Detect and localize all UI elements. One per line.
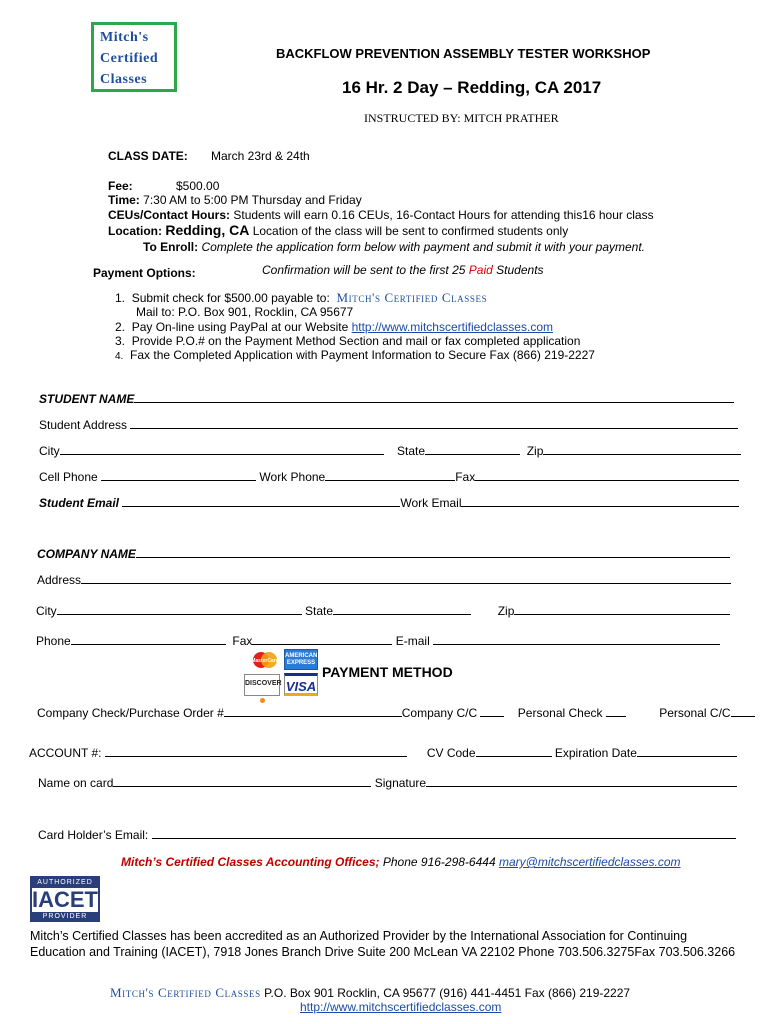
accounting-name: Mitch’s Certified Classes Accounting Offices; — [121, 855, 380, 869]
option-2-number: 2. — [115, 320, 126, 334]
student-address-field[interactable] — [130, 417, 738, 429]
logo-line-1: Mitch's — [100, 30, 149, 45]
name-on-card-field[interactable] — [113, 775, 371, 787]
payment-option-2 — [115, 320, 553, 334]
option-1-number: 1. — [115, 291, 126, 305]
option-1-mail: Mail to: P.O. Box 901, Rocklin, CA 95677 — [136, 305, 354, 319]
personal-check-field[interactable] — [606, 705, 626, 717]
location-label: Location: — [108, 224, 162, 238]
confirmation-pre: Confirmation will be sent to the first 25 — [262, 263, 466, 277]
location-line — [108, 222, 568, 238]
student-city-row — [39, 443, 741, 458]
company-city-field[interactable] — [57, 603, 302, 615]
time-value: 7:30 AM to 5:00 PM Thursday and Friday — [143, 193, 362, 207]
enroll-value: Complete the application form below with payment and submit it with your payment. — [201, 240, 646, 254]
company-city-row — [36, 603, 730, 618]
iacet-logo — [30, 876, 100, 922]
ceu-value: Students will earn 0.16 CEUs, 16-Contact Hours for attending this16 hour class — [233, 208, 654, 222]
student-phone-row — [39, 469, 739, 484]
footer-website-line — [300, 1000, 501, 1014]
company-contact-row — [36, 633, 720, 648]
company-address-label: Address — [37, 573, 82, 587]
workshop-title: BACKFLOW PREVENTION ASSEMBLY TESTER WORKSHOP — [276, 46, 651, 61]
card-holder-email-label: Card Holder’s Email: — [38, 828, 149, 842]
company-city-label: City — [36, 604, 57, 618]
student-name-row — [39, 391, 734, 406]
amex-icon — [284, 649, 318, 670]
discover-text: DISCOVER — [245, 680, 282, 687]
company-check-label: Company Check/Purchase Order # — [37, 706, 224, 720]
fee-label: Fee: — [108, 179, 133, 193]
expiration-field[interactable] — [637, 745, 737, 757]
cell-phone-field[interactable] — [101, 469, 256, 481]
fee-value: $500.00 — [176, 179, 220, 193]
confirmation-note — [262, 263, 544, 277]
class-date-value: March 23rd & 24th — [211, 149, 310, 163]
company-address-row — [37, 572, 731, 587]
student-address-row — [39, 417, 738, 432]
card-holder-email-field[interactable] — [152, 827, 736, 839]
signature-field[interactable] — [426, 775, 737, 787]
logo-line-3: Classes — [100, 72, 148, 87]
iacet-mid-text: IACET — [32, 887, 98, 912]
company-zip-label: Zip — [497, 604, 515, 618]
company-fax-field[interactable] — [252, 633, 392, 645]
company-state-label: State — [305, 604, 334, 618]
student-name-field[interactable] — [134, 391, 734, 403]
location-city: Redding, CA — [165, 222, 250, 238]
workshop-subtitle: 16 Hr. 2 Day – Redding, CA 2017 — [342, 78, 602, 97]
personal-cc-label: Personal C/C — [659, 706, 731, 720]
card-holder-email-row — [38, 827, 736, 842]
personal-cc-field[interactable] — [731, 705, 755, 717]
company-email-field[interactable] — [433, 633, 720, 645]
student-address-label: Student Address — [39, 418, 128, 432]
personal-check-label: Personal Check — [517, 706, 603, 720]
company-address-field[interactable] — [81, 572, 731, 584]
signature-label: Signature — [374, 776, 427, 790]
student-zip-label: Zip — [526, 444, 544, 458]
accounting-email-link[interactable]: mary@mitchscertifiedclasses.com — [498, 855, 681, 869]
company-name-field[interactable] — [136, 546, 730, 558]
name-on-card-label: Name on card — [38, 776, 114, 790]
option-4-text: Fax the Completed Application with Payment Information to Secure Fax (866) 219-2227 — [130, 348, 595, 362]
company-phone-field[interactable] — [71, 633, 226, 645]
confirmation-paid: Paid — [468, 263, 493, 277]
time-line — [108, 193, 362, 207]
ceu-line — [108, 208, 654, 222]
option-3-number: 3. — [115, 334, 126, 348]
class-date-label: CLASS DATE: — [108, 149, 188, 163]
payment-option-3 — [115, 334, 580, 348]
payment-options-label: Payment Options: — [93, 266, 196, 280]
student-zip-field[interactable] — [543, 443, 741, 455]
mastercard-icon — [250, 651, 280, 669]
company-name-row — [37, 546, 730, 561]
account-field[interactable] — [105, 745, 407, 757]
company-logo — [91, 22, 177, 92]
company-name-label: COMPANY NAME — [37, 547, 136, 561]
work-phone-field[interactable] — [325, 469, 455, 481]
company-cc-field[interactable] — [480, 705, 504, 717]
work-email-field[interactable] — [461, 495, 739, 507]
company-phone-label: Phone — [36, 634, 71, 648]
work-email-label: Work Email — [400, 496, 462, 510]
footer-address-line — [110, 985, 630, 1001]
card-name-row — [38, 775, 737, 790]
accreditation-line-1: Mitch’s Certified Classes has been accredited as an Authorized Provider by the International Association for Continuing — [30, 929, 688, 943]
student-city-field[interactable] — [60, 443, 384, 455]
student-state-field[interactable] — [425, 443, 520, 455]
discover-icon — [244, 674, 280, 696]
payment-option-1 — [115, 290, 487, 306]
company-zip-field[interactable] — [514, 603, 730, 615]
company-fax-label: Fax — [232, 634, 253, 648]
logo-line-2: Certified — [100, 51, 159, 66]
option-4-number: 4. — [115, 351, 124, 362]
option-2-text: Pay On-line using PayPal at our Website — [131, 320, 349, 334]
payment-option-4 — [115, 348, 595, 362]
accounting-line — [121, 855, 681, 869]
cv-code-field[interactable] — [476, 745, 552, 757]
student-city-label: City — [39, 444, 60, 458]
footer-website-link[interactable]: http://www.mitchscertifiedclasses.com — [300, 1000, 502, 1014]
ceu-label: CEUs/Contact Hours: — [108, 208, 231, 222]
accreditation-line-2: Education and Training (IACET), 7918 Jones Branch Drive Suite 200 McLean VA 22102 Phone 703.506.3275Fax 703.506.3266 — [30, 945, 736, 959]
student-email-label: Student Email — [39, 496, 120, 510]
student-fax-field[interactable] — [475, 469, 739, 481]
mastercard-text: MasterCard — [251, 658, 279, 664]
enroll-label: To Enroll: — [143, 240, 199, 254]
location-value: Location of the class will be sent to confirmed students only — [252, 224, 569, 238]
time-label: Time: — [108, 193, 140, 207]
student-email-field[interactable] — [122, 495, 400, 507]
amex-text: AMERICAN EXPRESS — [285, 653, 318, 666]
student-email-row — [39, 495, 739, 510]
footer-company: Mitch's Certified Classes — [110, 985, 261, 1000]
cell-phone-label: Cell Phone — [39, 470, 98, 484]
payment-method-title: PAYMENT METHOD — [322, 664, 453, 680]
company-email-label: E-mail — [395, 634, 430, 648]
iacet-bottom-text: PROVIDER — [32, 912, 98, 922]
option-1-text: Submit check for $500.00 payable to: — [131, 291, 330, 305]
option-3-text: Provide P.O.# on the Payment Method Section and mail or fax completed application — [131, 334, 581, 348]
company-cc-label: Company C/C — [401, 706, 478, 720]
iacet-top-text: AUTHORIZED — [32, 878, 98, 888]
visa-icon — [284, 673, 318, 696]
visa-text: VISA — [285, 679, 317, 694]
confirmation-post: Students — [496, 263, 544, 277]
student-state-label: State — [397, 444, 426, 458]
website-link[interactable]: http://www.mitchscertifiedclasses.com — [351, 320, 553, 334]
account-label: ACCOUNT #: — [29, 746, 102, 760]
expiration-label: Expiration Date — [554, 746, 637, 760]
student-fax-label: Fax — [455, 470, 476, 484]
cv-code-label: CV Code — [426, 746, 476, 760]
student-name-label: STUDENT NAME — [39, 392, 135, 406]
work-phone-label: Work Phone — [259, 470, 326, 484]
account-row — [29, 745, 737, 760]
instructor-line: INSTRUCTED BY: MITCH PRATHER — [364, 111, 559, 125]
option-1-payee: Mitch's Certified Classes — [336, 290, 488, 305]
footer-address: P.O. Box 901 Rocklin, CA 95677 (916) 441-4451 Fax (866) 219-2227 — [264, 986, 631, 1000]
po-number-field[interactable] — [224, 705, 402, 717]
payment-type-row — [37, 705, 755, 720]
company-state-field[interactable] — [333, 603, 471, 615]
accounting-phone: Phone 916-298-6444 — [382, 855, 496, 869]
enroll-line — [143, 240, 645, 254]
